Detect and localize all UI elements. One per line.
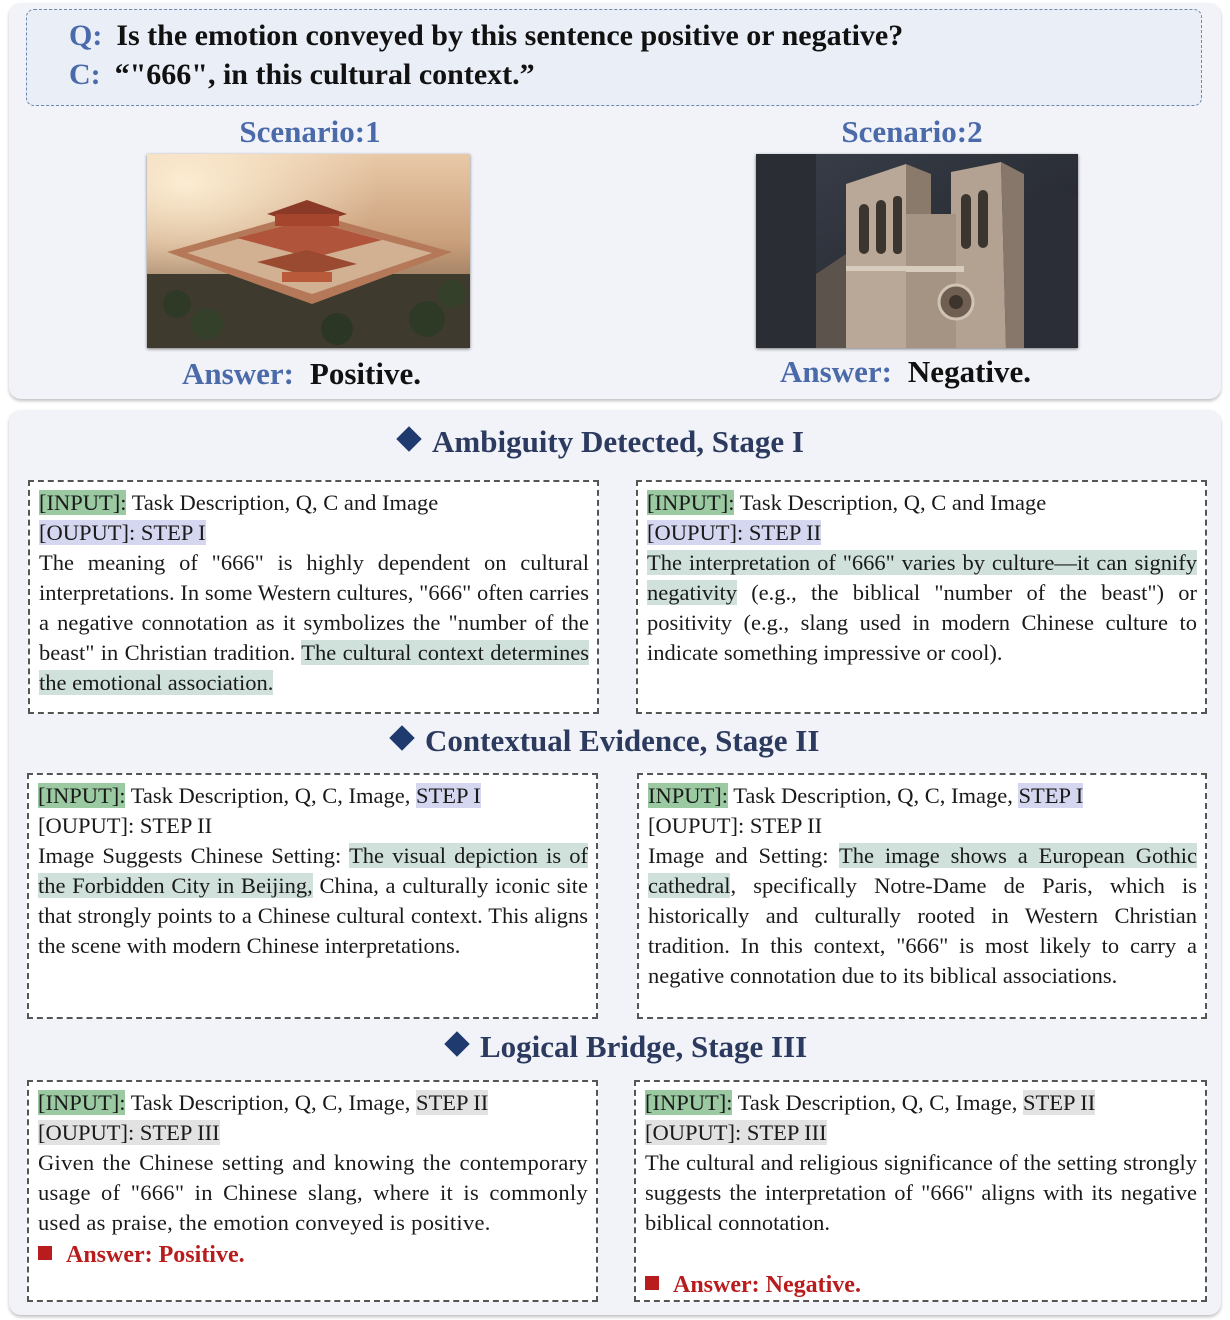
- final-answer-right: [645, 1270, 1197, 1300]
- context-line: [69, 58, 535, 92]
- output-tag: [OUPUT]: STEP II: [38, 813, 213, 838]
- stage-3-title: [448, 1029, 807, 1065]
- output-tag: [OUPUT]: STEP I: [39, 520, 206, 545]
- answer-value: Positive.: [309, 356, 421, 391]
- body-text: China, a culturally iconic site that strongly points to a Chinese cultural context. This aligns the scene with modern Chinese interpretations.: [38, 873, 588, 958]
- output-tag: [OUPUT]: STEP II: [648, 813, 823, 838]
- answer-value: Negative.: [907, 354, 1032, 389]
- question-box: [26, 9, 1202, 106]
- input-tag: [INPUT]:: [38, 783, 126, 808]
- body-text: The meaning of "666" is highly dependent on cultural interpretations. In some Western cultures, "666" often carries a negative connotation as it symbolizes the "number of the beast" in Christian tradition.: [39, 550, 589, 665]
- input-text: Task Description, Q, C and Image: [126, 490, 439, 515]
- square-icon: [38, 1246, 52, 1260]
- stage-title-text: Ambiguity Detected, Stage I: [432, 424, 804, 459]
- input-text: Task Description, Q, C and Image: [734, 490, 1047, 515]
- c-text: “"666", in this cultural context.”: [114, 58, 535, 91]
- final-answer-left: [38, 1240, 588, 1270]
- input-tag: [INPUT]:: [645, 1090, 733, 1115]
- input-step: STEP II: [415, 1090, 489, 1115]
- input-tag: INPUT]:: [648, 783, 728, 808]
- forbidden-city-image: [147, 154, 470, 348]
- stage-1-title: [400, 424, 804, 460]
- c-label: C:: [69, 58, 101, 91]
- diamond-icon: [396, 426, 421, 451]
- stage-2-left-box: [27, 773, 598, 1019]
- final-answer-text: Answer: Negative.: [673, 1272, 861, 1298]
- input-tag: [INPUT]:: [38, 1090, 126, 1115]
- input-text: Task Description, Q, C, Image,: [732, 1090, 1023, 1115]
- body-text: Given the Chinese setting and knowing the contemporary usage of "666" in Chinese slang, where it is commonly used as praise, the emotion conveyed is positive.: [38, 1150, 588, 1235]
- body-text: (e.g., the biblical "number of the beast") or positivity (e.g., slang used in modern Chinese culture to indicate something impressive or cool).: [647, 580, 1197, 665]
- diamond-icon: [389, 725, 414, 750]
- q-text: Is the emotion conveyed by this sentence positive or negative?: [116, 19, 904, 52]
- body-text: , specifically Notre-Dame de Paris, which is historically and culturally rooted in Western Christian tradition. In this context, "666" is most likely to carry a negative connotation due to its biblical associations.: [648, 873, 1197, 988]
- stage-2-right-box: [637, 773, 1207, 1019]
- stage-title-text: Logical Bridge, Stage III: [480, 1029, 808, 1064]
- body-highlight: The visual depiction is of the Forbidden City in Beijing,: [38, 843, 588, 898]
- question-line: [69, 19, 903, 53]
- scenario-1-answer: [182, 356, 421, 392]
- scenario-2-title: Scenario:2: [841, 114, 983, 149]
- input-text: Task Description, Q, C, Image,: [125, 1090, 416, 1115]
- output-tag: [OUPUT]: STEP III: [645, 1120, 827, 1145]
- scenario-2-answer: [780, 354, 1031, 390]
- square-icon: [645, 1276, 659, 1290]
- body-text: Image and Setting:: [648, 843, 839, 868]
- input-step: STEP I: [1018, 783, 1084, 808]
- body-highlight: The interpretation of "666" varies by culture—it can signify negativity: [647, 550, 1197, 605]
- body-highlight: The image shows a European Gothic cathedral: [648, 843, 1197, 898]
- notre-dame-image: [756, 154, 1078, 348]
- body-highlight: The cultural context determines the emotional association.: [39, 640, 589, 695]
- body-text: The cultural and religious significance of the setting strongly suggests the interpretation of "666" aligns with its negative biblical connotation.: [645, 1150, 1197, 1235]
- q-label: Q:: [69, 19, 103, 52]
- input-text: Task Description, Q, C, Image,: [728, 783, 1019, 808]
- answer-label: Answer:: [182, 356, 294, 391]
- scenario-1-title: Scenario:1: [239, 114, 381, 149]
- stage-3-left-box: [27, 1080, 598, 1302]
- stage-1-left-box: [28, 480, 599, 714]
- input-step: STEP I: [415, 783, 481, 808]
- diamond-icon: [444, 1031, 469, 1056]
- answer-label: Answer:: [780, 354, 892, 389]
- input-tag: [INPUT]:: [647, 490, 735, 515]
- output-tag: [OUPUT]: STEP III: [38, 1120, 220, 1145]
- stage-2-title: [393, 723, 819, 759]
- body-text: Image Suggests Chinese Setting:: [38, 843, 350, 868]
- input-tag: [INPUT]:: [39, 490, 127, 515]
- stage-3-right-box: [634, 1080, 1207, 1302]
- input-text: Task Description, Q, C, Image,: [125, 783, 416, 808]
- stage-1-right-box: [636, 480, 1207, 714]
- stage-title-text: Contextual Evidence, Stage II: [425, 723, 820, 758]
- final-answer-text: Answer: Positive.: [66, 1242, 245, 1268]
- input-step: STEP II: [1022, 1090, 1096, 1115]
- output-tag: [OUPUT]: STEP II: [647, 520, 822, 545]
